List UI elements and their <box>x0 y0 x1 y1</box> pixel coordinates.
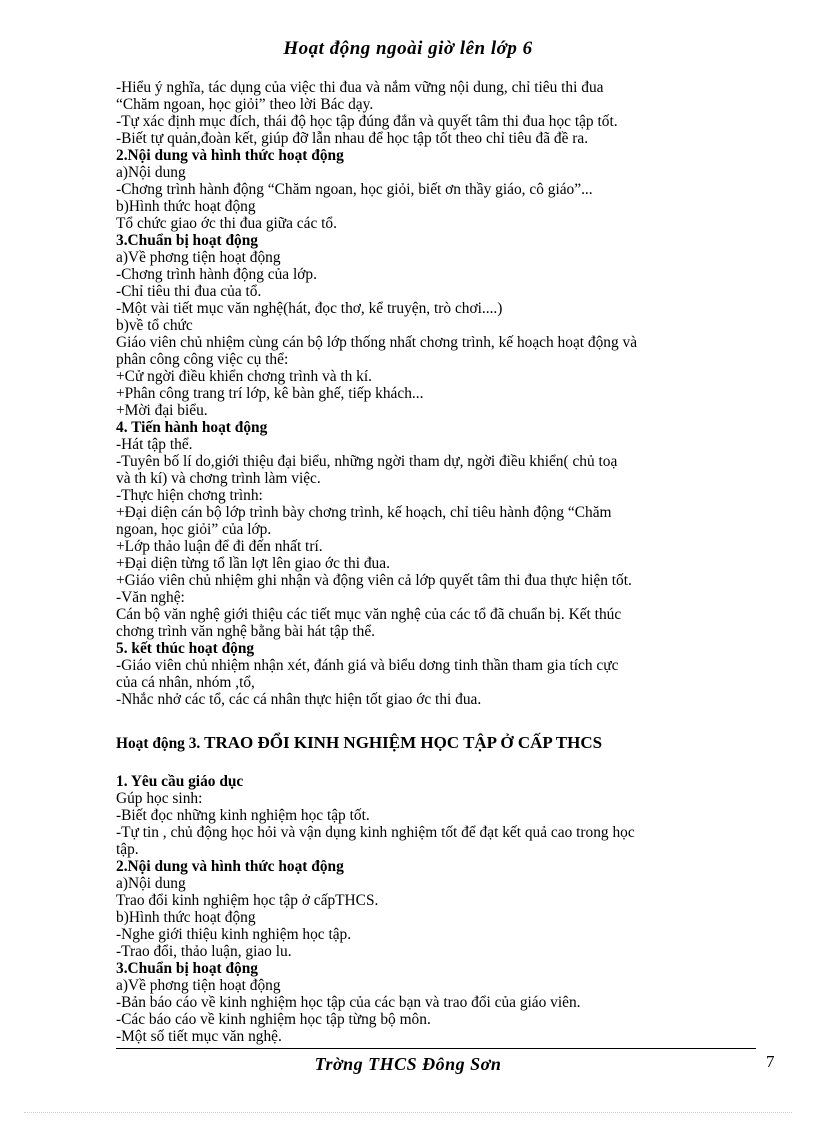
text-line: Gúp học sinh: <box>116 790 203 807</box>
footer-school: Trờng THCS Đông Sơn <box>314 1054 502 1074</box>
text-line: tập. <box>116 841 139 858</box>
spacer <box>116 708 764 732</box>
text-line: +Lớp thảo luận để đi đến nhất trí. <box>116 538 323 555</box>
text-line: -Chơng trình hành động của lớp. <box>116 266 317 283</box>
text-line: -Biết đọc những kinh nghiệm học tập tốt. <box>116 807 370 824</box>
text-line: -Hiểu ý nghĩa, tác dụng của việc thi đua và nắm vững nội dung, chỉ tiêu thi đua <box>116 79 604 96</box>
footer-divider <box>116 1048 756 1049</box>
text-line: -Trao đổi, thảo luận, giao lu. <box>116 943 292 960</box>
section-heading: 4. Tiến hành hoạt động <box>116 419 268 436</box>
spacer <box>116 755 764 773</box>
text-line: ngoan, học giỏi” của lớp. <box>116 521 272 538</box>
text-line: a)Nội dung <box>116 875 186 892</box>
text-line: “Chăm ngoan, học giỏi” theo lời Bác dạy. <box>116 96 374 113</box>
text-line: -Nhắc nhở các tổ, các cá nhân thực hiện tốt giao ớc thi đua. <box>116 691 482 708</box>
text-line: -Giáo viên chủ nhiệm nhận xét, đánh giá và biểu dơng tinh thần tham gia tích cực <box>116 657 619 674</box>
text-line: a)Về phơng tiện hoạt động <box>116 249 281 266</box>
section-heading: 2.Nội dung và hình thức hoạt động <box>116 858 344 875</box>
text-line: +Phân công trang trí lớp, kê bàn ghế, tiếp khách... <box>116 385 424 402</box>
text-line: +Đại diện cán bộ lớp trình bày chơng trình, kế hoạch, chỉ tiêu hành động “Chăm <box>116 504 612 521</box>
text-line: -Nghe giới thiệu kinh nghiệm học tập. <box>116 926 352 943</box>
text-line: Giáo viên chủ nhiệm cùng cán bộ lớp thống nhất chơng trình, kế hoạch hoạt động và <box>116 334 638 351</box>
text-line: +Đại diện từng tổ lần lợt lên giao ớc thi đua. <box>116 555 390 572</box>
text-line: -Các báo cáo về kinh nghiệm học tập từng bộ môn. <box>116 1011 431 1028</box>
text-line: a)Nội dung <box>116 164 186 181</box>
section-heading: 1. Yêu cầu giáo dục <box>116 773 244 790</box>
text-line: +Cử ngời điều khiển chơng trình và th kí. <box>116 368 373 385</box>
text-line: -Một số tiết mục văn nghệ. <box>116 1028 282 1045</box>
text-line: -Một vài tiết mục văn nghệ(hát, đọc thơ, kể truyện, trò chơi....) <box>116 300 503 317</box>
activity-3-label: Hoạt động 3. <box>116 735 201 752</box>
text-line: -Tự xác định mục đích, thái độ học tập đúng đắn và quyết tâm thi đua học tập tốt. <box>116 113 618 130</box>
text-line: Cán bộ văn nghệ giới thiệu các tiết mục văn nghệ của các tổ đã chuẩn bị. Kết thúc <box>116 606 622 623</box>
section-heading: 3.Chuẩn bị hoạt động <box>116 232 258 249</box>
text-line: +Giáo viên chủ nhiệm ghi nhận và động viên cả lớp quyết tâm thi đua thực hiện tốt. <box>116 572 632 589</box>
text-line: -Biết tự quản,đoàn kết, giúp đỡ lẫn nhau để học tập tốt theo chỉ tiêu đã đề ra. <box>116 130 589 147</box>
activity-3-heading <box>116 732 764 755</box>
text-line: b)Hình thức hoạt động <box>116 909 256 926</box>
text-line: -Bản báo cáo về kinh nghiệm học tập của các bạn và trao đổi của giáo viên. <box>116 994 581 1011</box>
text-line: của cá nhân, nhóm ,tổ, <box>116 674 255 691</box>
section-activity-3 <box>116 773 764 1045</box>
page-number: 7 <box>766 1052 775 1071</box>
document-body <box>116 79 764 1045</box>
page-header: Hoạt động ngoài giờ lên lớp 6 <box>283 38 533 59</box>
text-line: -Chỉ tiêu thi đua của tổ. <box>116 283 262 300</box>
text-line: -Văn nghệ: <box>116 589 185 606</box>
section-activity-2 <box>116 79 764 708</box>
text-line: phân công công việc cụ thể: <box>116 351 289 368</box>
section-heading: 5. kết thúc hoạt động <box>116 640 255 657</box>
text-line: b)Hình thức hoạt động <box>116 198 256 215</box>
text-line: chơng trình văn nghệ bằng bài hát tập thể. <box>116 623 376 640</box>
text-line: và th kí) và chơng trình làm việc. <box>116 470 321 487</box>
section-heading: 3.Chuẩn bị hoạt động <box>116 960 258 977</box>
text-line: -Tuyên bố lí do,giới thiệu đại biểu, những ngời tham dự, ngời điều khiển( chủ toạ <box>116 453 618 470</box>
activity-3-title: TRAO ĐỔI KINH NGHIỆM HỌC TẬP Ở CẤP THCS <box>204 733 603 752</box>
text-line: Trao đổi kinh nghiệm học tập ở cấpTHCS. <box>116 892 379 909</box>
text-line: +Mời đại biểu. <box>116 402 208 419</box>
page-bottom-dotted-line <box>24 1112 792 1113</box>
text-line: b)về tổ chức <box>116 317 193 334</box>
text-line: -Tự tin , chủ động học hỏi và vận dụng kinh nghiệm tốt để đạt kết quả cao trong học <box>116 824 635 841</box>
section-heading: 2.Nội dung và hình thức hoạt động <box>116 147 344 164</box>
text-line: Tổ chức giao ớc thi đua giữa các tổ. <box>116 215 337 232</box>
text-line: -Chơng trình hành động “Chăm ngoan, học giỏi, biết ơn thầy giáo, cô giáo”... <box>116 181 593 198</box>
text-line: a)Về phơng tiện hoạt động <box>116 977 281 994</box>
text-line: -Thực hiện chơng trình: <box>116 487 263 504</box>
text-line: -Hát tập thể. <box>116 436 193 453</box>
